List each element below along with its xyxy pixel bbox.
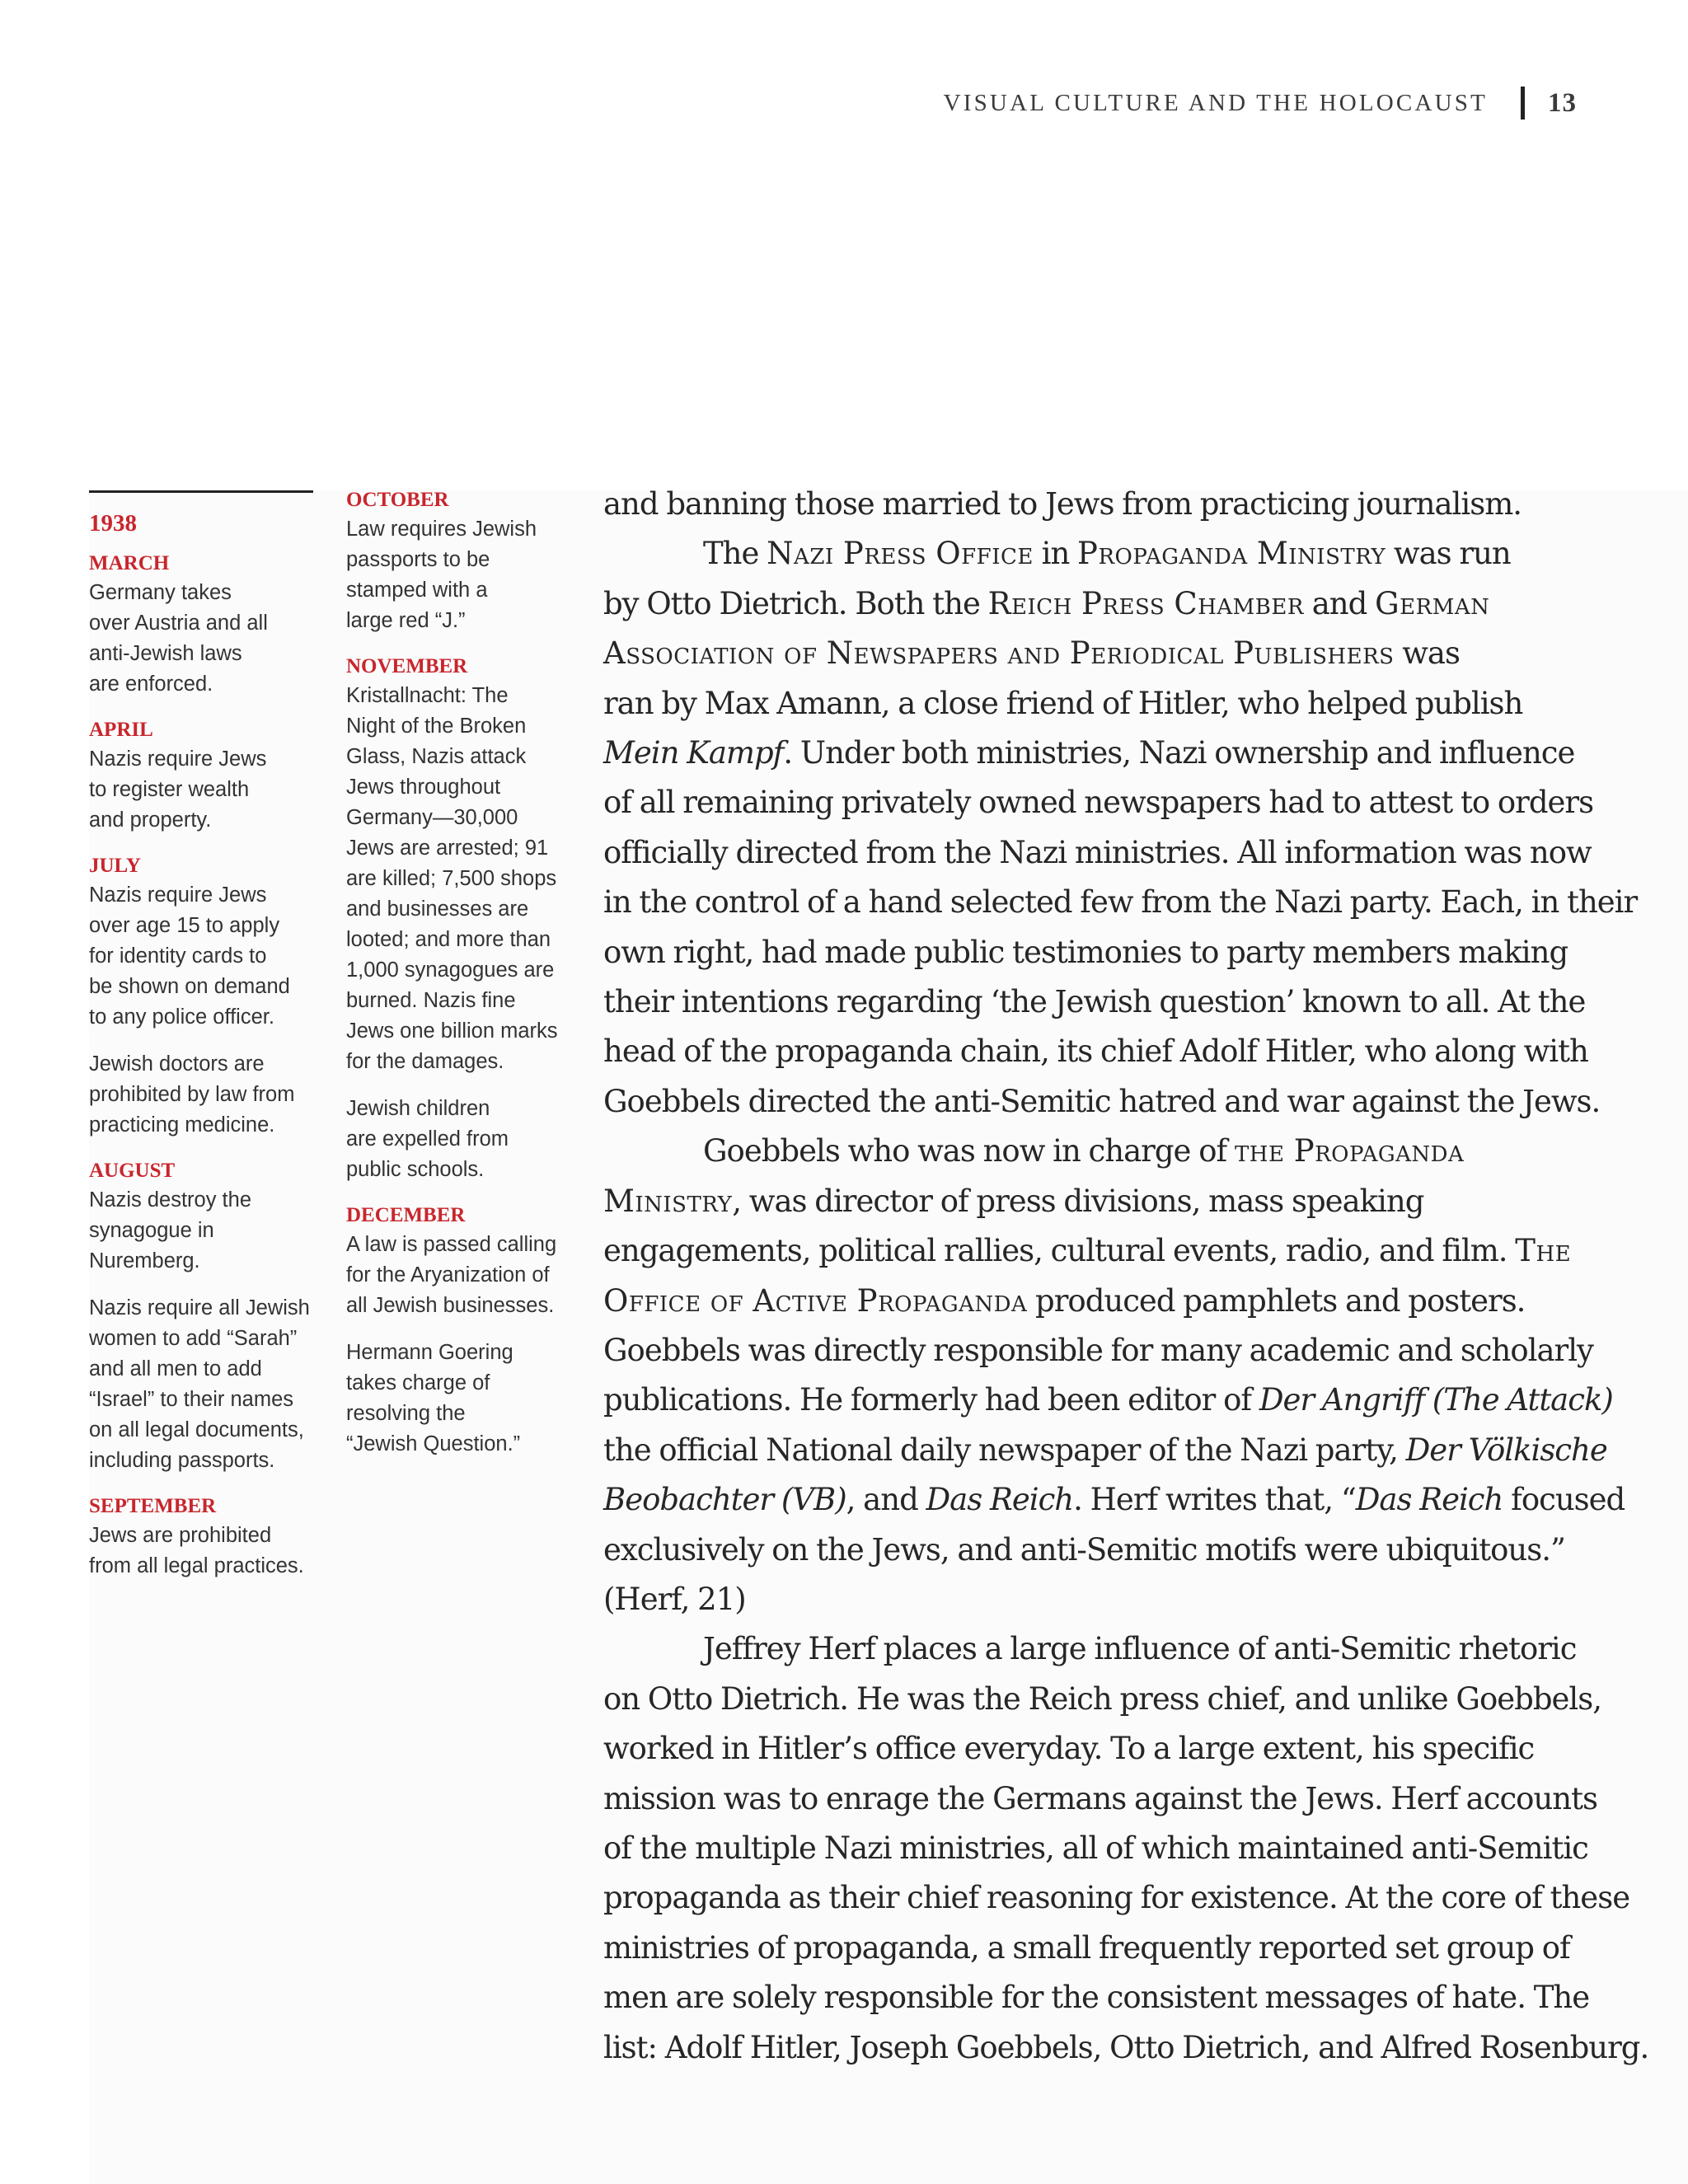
timeline-month: OCTOBER bbox=[346, 489, 449, 511]
italic-title: Das Reich bbox=[1355, 1482, 1503, 1518]
body-text-run: in bbox=[1033, 536, 1078, 572]
small-caps-term: the Propaganda bbox=[1234, 1133, 1465, 1169]
timeline-entry bbox=[346, 1202, 585, 1460]
timeline-event: Jews are prohibited from all legal practices. bbox=[89, 1524, 304, 1577]
body-text-run: publications. He formerly had been editor of bbox=[603, 1382, 1259, 1418]
body-text-run: (Herf, 21) bbox=[603, 1581, 746, 1617]
body-line bbox=[603, 1624, 1601, 1674]
body-text-run: Jeffrey Herf places a large influence of anti-Semitic rhetoric bbox=[703, 1631, 1577, 1667]
running-header bbox=[944, 87, 1577, 120]
timeline-column-2 bbox=[346, 486, 585, 1476]
timeline-month: SEPTEMBER bbox=[89, 1495, 217, 1517]
timeline-month: NOVEMBER bbox=[346, 655, 468, 677]
body-line bbox=[603, 1077, 1601, 1127]
timeline-entry bbox=[89, 550, 324, 700]
body-line bbox=[603, 977, 1601, 1027]
body-text-run: , and bbox=[846, 1482, 926, 1518]
body-line bbox=[603, 1177, 1601, 1226]
body-text-run: by Otto Dietrich. Both the bbox=[603, 585, 988, 621]
italic-title: Der Angriff (The Attack) bbox=[1259, 1382, 1613, 1418]
body-text-run: men are solely responsible for the consistent messages of hate. The bbox=[603, 1980, 1590, 2016]
header-divider bbox=[1521, 87, 1525, 120]
body-line bbox=[603, 828, 1601, 878]
body-line bbox=[603, 928, 1601, 977]
running-title: VISUAL CULTURE AND THE HOLOCAUST bbox=[943, 89, 1488, 116]
timeline-event: Jewish children are expelled from public schools. bbox=[346, 1097, 509, 1181]
page-number: 13 bbox=[1548, 87, 1577, 118]
small-caps-term: Propaganda Ministry bbox=[1077, 536, 1386, 572]
body-text-run: Goebbels directed the anti-Semitic hatred and war against the Jews. bbox=[603, 1083, 1601, 1119]
body-line bbox=[603, 1376, 1613, 1425]
body-line bbox=[603, 1326, 1601, 1376]
timeline-year: 1938 bbox=[89, 510, 137, 537]
timeline-event: Nazis require Jews to register wealth and property. bbox=[89, 748, 267, 832]
small-caps-term: The bbox=[1515, 1233, 1572, 1269]
body-line bbox=[603, 579, 1601, 629]
small-caps-term: Office of Active Propaganda bbox=[603, 1282, 1028, 1319]
body-line bbox=[603, 1924, 1601, 1973]
timeline-entry bbox=[89, 716, 324, 836]
timeline-entry bbox=[346, 486, 585, 636]
body-line bbox=[603, 1824, 1601, 1873]
body-text-run: ministries of propaganda, a small frequently reported set group of bbox=[603, 1929, 1570, 1966]
body-text-run: produced pamphlets and posters. bbox=[1027, 1282, 1526, 1319]
body-text-run: on Otto Dietrich. He was the Reich press chief, and unlike Goebbels, bbox=[603, 1680, 1601, 1717]
body-text-run: ran by Max Amann, a close friend of Hitler, who helped publish bbox=[603, 685, 1523, 721]
timeline-event: A law is passed calling for the Aryanization of all Jewish businesses. bbox=[346, 1233, 557, 1317]
body-text-run: Goebbels who was now in charge of bbox=[703, 1133, 1235, 1169]
body-text-run: . Under both ministries, Nazi ownership and influence bbox=[783, 735, 1575, 771]
italic-title: Beobachter (VB) bbox=[603, 1482, 846, 1518]
body-text-run: mission was to enrage the Germans against the Jews. Herf accounts bbox=[603, 1780, 1597, 1816]
timeline-month: APRIL bbox=[89, 719, 153, 741]
timeline-event: Kristallnacht: The Night of the Broken Glass, Nazis attack Jews throughout Germany—30,000 Jews are arrested; 91 are killed; 7,500 shops and businesses are looted; and more than 1,000 synagogues are burned. Nazis fine Jews one billion marks for the damages. bbox=[346, 684, 558, 1073]
body-text-run: of all remaining privately owned newspapers had to attest to orders bbox=[603, 785, 1594, 821]
body-text-run: own right, had made public testimonies to party members making bbox=[603, 934, 1568, 970]
body-line bbox=[603, 778, 1601, 827]
body-line bbox=[603, 2023, 1649, 2073]
body-text-run: officially directed from the Nazi ministries. All information was now bbox=[603, 834, 1592, 870]
timeline-top-rule bbox=[89, 490, 313, 493]
timeline-entry bbox=[89, 852, 324, 1141]
body-line bbox=[603, 1475, 1625, 1525]
body-text-run: the official National daily newspaper of the Nazi party, bbox=[603, 1432, 1406, 1468]
italic-title: Das Reich bbox=[926, 1482, 1074, 1518]
small-caps-term: Ministry bbox=[603, 1183, 733, 1219]
small-caps-term: Reich Press Chamber bbox=[987, 585, 1304, 621]
body-line bbox=[603, 1675, 1601, 1724]
body-line bbox=[603, 1774, 1601, 1824]
body-line bbox=[603, 529, 1601, 579]
body-text-run: , was director of press divisions, mass speaking bbox=[732, 1183, 1424, 1219]
timeline-event: Nazis require all Jewish women to add “Sarah” and all men to add “Israel” to their names on all legal documents, including passports. bbox=[89, 1296, 310, 1472]
body-text-run: . Herf writes that, “ bbox=[1073, 1482, 1356, 1518]
timeline-event: Nazis destroy the synagogue in Nuremberg. bbox=[89, 1188, 252, 1272]
body-text-run: and banning those married to Jews from practicing journalism. bbox=[603, 486, 1522, 522]
body-line bbox=[603, 1873, 1630, 1923]
timeline-event: Law requires Jewish passports to be stamped with a large red “J.” bbox=[346, 518, 537, 632]
body-line bbox=[603, 729, 1601, 778]
timeline-event: Jewish doctors are prohibited by law from practicing medicine. bbox=[89, 1052, 295, 1137]
body-text-run: head of the propaganda chain, its chief Adolf Hitler, who along with bbox=[603, 1033, 1588, 1070]
small-caps-term: German bbox=[1375, 585, 1490, 621]
body-text-run: and bbox=[1303, 585, 1376, 621]
body-line bbox=[603, 1973, 1601, 2022]
body-line bbox=[603, 1226, 1601, 1276]
small-caps-term: Nazi Press Office bbox=[767, 536, 1034, 572]
body-line bbox=[603, 1575, 1601, 1624]
timeline-entry bbox=[89, 1157, 324, 1476]
body-text-run: was run bbox=[1386, 536, 1511, 572]
body-text-run: was bbox=[1394, 635, 1460, 672]
body-line bbox=[603, 1526, 1601, 1575]
body-line bbox=[603, 1027, 1601, 1076]
body-line bbox=[603, 1426, 1607, 1475]
body-text-run: Goebbels was directly responsible for many academic and scholarly bbox=[603, 1332, 1593, 1368]
body-line bbox=[603, 480, 1601, 529]
body-text-run: propaganda as their chief reasoning for existence. At the core of these bbox=[603, 1880, 1630, 1916]
body-line bbox=[603, 1127, 1601, 1176]
timeline-month: AUGUST bbox=[89, 1160, 176, 1182]
body-text-run: engagements, political rallies, cultural events, radio, and film. bbox=[603, 1233, 1516, 1269]
body-line bbox=[603, 679, 1601, 729]
timeline-month: JULY bbox=[89, 855, 141, 877]
timeline-column-1 bbox=[89, 490, 324, 1598]
timeline-entry bbox=[346, 653, 585, 1185]
body-text-run: worked in Hitler’s office everyday. To a large extent, his specific bbox=[603, 1731, 1535, 1767]
timeline-event: Germany takes over Austria and all anti-Jewish laws are enforced. bbox=[89, 581, 268, 696]
body-text-run: list: Adolf Hitler, Joseph Goebbels, Otto Dietrich, and Alfred Rosenburg. bbox=[603, 2029, 1649, 2065]
timeline-month: MARCH bbox=[89, 552, 170, 574]
timeline-month: DECEMBER bbox=[346, 1204, 466, 1226]
body-text-run: their intentions regarding ‘the Jewish question’ known to all. At the bbox=[603, 984, 1586, 1020]
body-text-run: focused bbox=[1503, 1482, 1625, 1518]
body-line bbox=[603, 1724, 1601, 1774]
body-line bbox=[603, 1277, 1601, 1326]
small-caps-term: Association of Newspapers and Periodical Publishers bbox=[603, 635, 1395, 672]
timeline-event: Hermann Goering takes charge of resolving the “Jewish Question.” bbox=[346, 1341, 521, 1455]
body-text-run: The bbox=[703, 536, 767, 572]
italic-title: Mein Kampf bbox=[603, 735, 784, 771]
italic-title: Der Völkische bbox=[1405, 1432, 1607, 1468]
body-line bbox=[603, 629, 1601, 678]
body-line bbox=[603, 878, 1638, 927]
body-text-run: in the control of a hand selected few from the Nazi party. Each, in their bbox=[603, 884, 1638, 921]
body-text-run: exclusively on the Jews, and anti-Semitic motifs were ubiquitous.” bbox=[603, 1531, 1565, 1568]
timeline-event: Nazis require Jews over age 15 to apply for identity cards to be shown on demand to any police officer. bbox=[89, 883, 290, 1029]
body-text bbox=[603, 480, 1649, 2073]
body-text-run: of the multiple Nazi ministries, all of which maintained anti-Semitic bbox=[603, 1830, 1588, 1866]
timeline-entry bbox=[89, 1493, 324, 1582]
